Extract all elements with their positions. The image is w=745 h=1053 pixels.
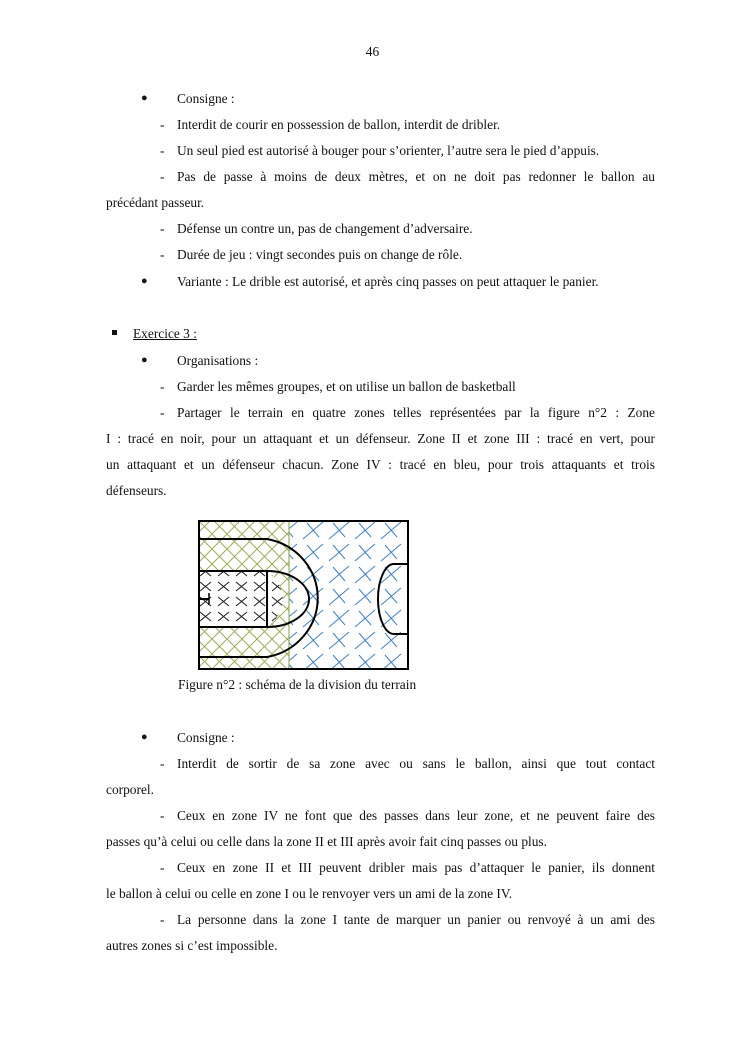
page-number: 46 [365, 44, 380, 59]
consigne-heading: Consigne : [177, 91, 235, 106]
dash-icon: - [160, 117, 165, 132]
dash-icon: - [160, 860, 165, 875]
rule-line: Défense un contre un, pas de changement d’adversaire. [177, 221, 473, 236]
organisation-line-cont: défenseurs. [106, 483, 167, 498]
rule-line-cont: le ballon à celui ou celle en zone I ou le renvoyer vers un ami de la zone IV. [106, 886, 513, 901]
organisation-line-cont: un attaquant et un défenseur chacun. Zone IV : tracé en bleu, pour trois attaquants et trois [106, 457, 655, 472]
dash-icon: - [160, 405, 165, 420]
dash-icon: - [160, 247, 165, 262]
bullet-icon: ● [141, 275, 148, 287]
figure-caption: Figure n°2 : schéma de la division du terrain [178, 677, 417, 692]
zone-1 [199, 571, 283, 627]
rule-line: Ceux en zone IV ne font que des passes dans leur zone, et ne peuvent faire des [177, 808, 655, 823]
dash-icon: - [160, 221, 165, 236]
organisation-line-cont: I : tracé en noir, pour un attaquant et un défenseur. Zone II et zone III : tracé en vert, pour [106, 431, 655, 446]
organisations-heading: Organisations : [177, 353, 259, 368]
rule-line: Un seul pied est autorisé à bouger pour s’orienter, l’autre sera le pied d’appuis. [177, 143, 600, 158]
rule-line-cont: précédant passeur. [106, 195, 205, 210]
dash-icon: - [160, 169, 165, 184]
rule-line: Interdit de sortir de sa zone avec ou sans le ballon, ainsi que tout contact [177, 756, 655, 771]
rule-line: Interdit de courir en possession de ballon, interdit de dribler. [177, 117, 501, 132]
rule-line-cont: passes qu’à celui ou celle dans la zone II et III après avoir fait cinq passes ou plus. [106, 834, 547, 849]
rule-line: La personne dans la zone I tante de marquer un panier ou renvoyé à un ami des [177, 912, 655, 927]
organisation-line: Garder les mêmes groupes, et on utilise un ballon de basketball [177, 379, 516, 394]
dash-icon: - [160, 756, 165, 771]
variante-line: Variante : Le drible est autorisé, et après cinq passes on peut attaquer le panier. [177, 274, 599, 289]
rule-line: Pas de passe à moins de deux mètres, et on ne doit pas redonner le ballon au [177, 169, 655, 184]
rule-line-cont: corporel. [106, 782, 154, 797]
organisation-line: Partager le terrain en quatre zones telles représentées par la figure n°2 : Zone [177, 405, 655, 420]
rule-line: Ceux en zone II et III peuvent dribler mais pas d’attaquer le panier, ils donnent [177, 860, 655, 875]
court-diagram [197, 519, 411, 671]
exercise-title: Exercice 3 : [133, 326, 197, 341]
square-bullet-icon [112, 330, 117, 335]
bullet-icon: ● [141, 354, 148, 366]
bullet-icon: ● [141, 731, 148, 743]
zone-4 [289, 521, 408, 669]
rule-line-cont: autres zones si c’est impossible. [106, 938, 278, 953]
consigne-heading: Consigne : [177, 730, 235, 745]
rule-line: Durée de jeu : vingt secondes puis on change de rôle. [177, 247, 463, 262]
dash-icon: - [160, 143, 165, 158]
dash-icon: - [160, 912, 165, 927]
dash-icon: - [160, 808, 165, 823]
bullet-icon: ● [141, 92, 148, 104]
dash-icon: - [160, 379, 165, 394]
